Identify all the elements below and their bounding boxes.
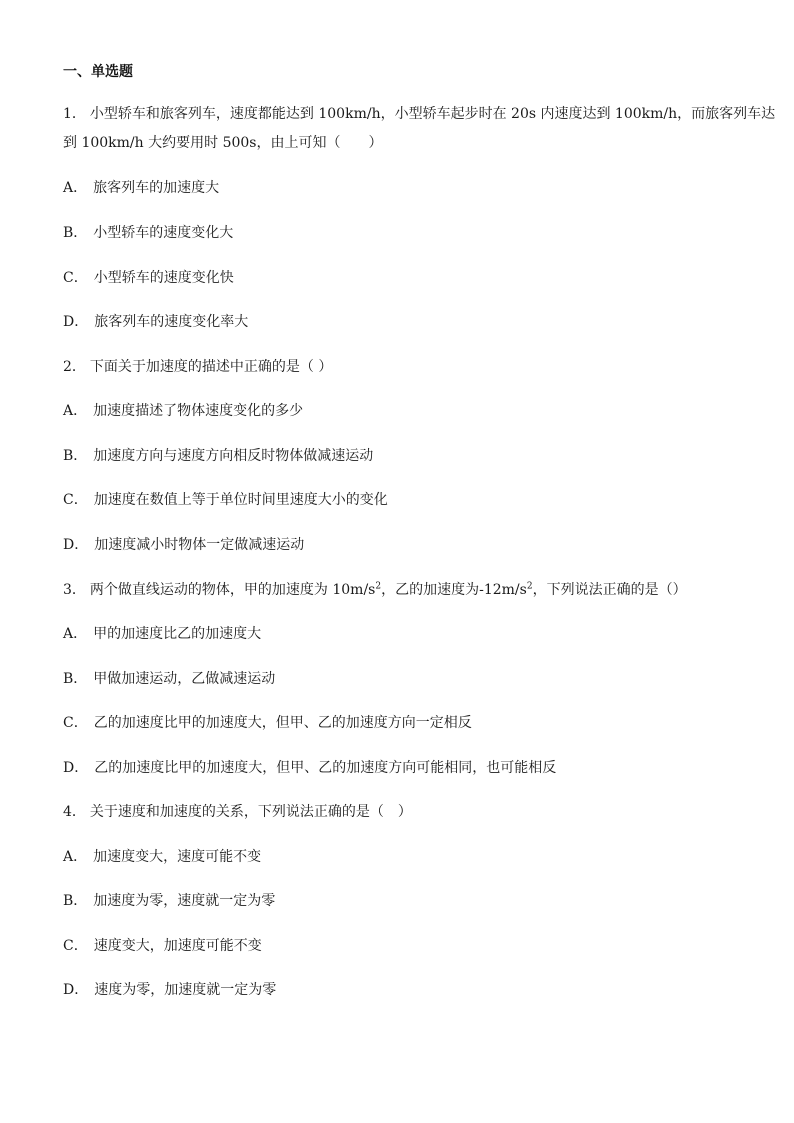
option-letter: B． [63,225,88,241]
question-number: 2． [63,359,86,375]
question-stem-text: 关于速度和加速度的关系，下列说法正确的是（ ） [89,804,412,820]
question-stem-text: 两个做直线运动的物体，甲的加速度为 10m/s [89,582,376,598]
question-3-stem [63,580,687,600]
option-letter: A． [63,849,88,865]
option-text: 小型轿车的速度变化大 [93,225,234,241]
option-text: 加速度在数值上等于单位时间里速度大小的变化 [93,492,388,508]
question-1-option-a [63,178,219,198]
option-text: 甲做加速运动，乙做减速运动 [93,671,276,687]
option-text: 旅客列车的速度变化率大 [94,314,249,330]
option-letter: A． [63,180,88,196]
question-stem-text: 下面关于加速度的描述中正确的是（ ） [89,359,333,375]
question-number: 4． [63,804,86,820]
option-text: 加速度减小时物体一定做减速运动 [94,537,305,553]
question-1-stem-line-2: 到 100km/h 大约要用时 500s，由上可知（ ） [63,135,383,151]
question-1-option-d [63,312,248,332]
question-stem-text: ，乙的加速度为-12m/s [381,582,527,598]
question-3-option-d [63,758,556,778]
question-2-stem [63,357,332,377]
option-text: 乙的加速度比甲的加速度大，但甲、乙的加速度方向可能相同，也可能相反 [94,760,557,776]
question-4-option-c [63,936,262,956]
option-letter: D． [63,314,89,330]
option-text: 乙的加速度比甲的加速度大，但甲、乙的加速度方向一定相反 [93,715,472,731]
option-letter: B． [63,448,88,464]
option-letter: C． [63,270,88,286]
option-letter: C． [63,492,88,508]
question-1-option-b [63,223,233,243]
option-text: 加速度变大，速度可能不变 [93,849,262,865]
option-text: 加速度方向与速度方向相反时物体做减速运动 [93,448,374,464]
question-2-option-d [63,535,304,555]
option-text: 小型轿车的速度变化快 [93,270,234,286]
question-number: 3． [63,582,86,598]
option-letter: D． [63,537,89,553]
question-3-option-a [63,624,261,644]
option-text: 旅客列车的加速度大 [93,180,220,196]
question-4-option-d [63,980,276,1000]
question-2-option-b [63,446,373,466]
question-2-option-a [63,401,303,421]
option-letter: A． [63,626,88,642]
superscript-exponent: 2 [375,581,382,592]
question-3-option-c [63,713,472,733]
option-text: 甲的加速度比乙的加速度大 [93,626,262,642]
question-1-stem-line-1 [63,104,775,124]
question-stem-text: ，下列说法正确的是（） [532,582,687,598]
question-4-option-a [63,847,261,867]
question-number: 1． [63,106,86,122]
option-letter: B． [63,893,88,909]
question-4-option-b [63,891,275,911]
question-1-option-c [63,268,234,288]
option-letter: D． [63,760,89,776]
section-title: 一、单选题 [63,64,133,80]
option-text: 加速度为零，速度就一定为零 [93,893,276,909]
option-text: 加速度描述了物体速度变化的多少 [93,403,304,419]
option-letter: B． [63,671,88,687]
option-letter: C． [63,715,88,731]
superscript-exponent: 2 [526,581,533,592]
option-text: 速度为零，加速度就一定为零 [94,982,277,998]
question-stem-text: 小型轿车和旅客列车，速度都能达到 100km/h，小型轿车起步时在 20s 内速度达到 100km/h，而旅客列车达 [89,106,776,122]
question-2-option-c [63,490,388,510]
question-3-option-b [63,669,275,689]
option-letter: C． [63,938,88,954]
question-4-stem [63,802,412,822]
option-letter: D． [63,982,89,998]
option-text: 速度变大，加速度可能不变 [93,938,262,954]
option-letter: A． [63,403,88,419]
